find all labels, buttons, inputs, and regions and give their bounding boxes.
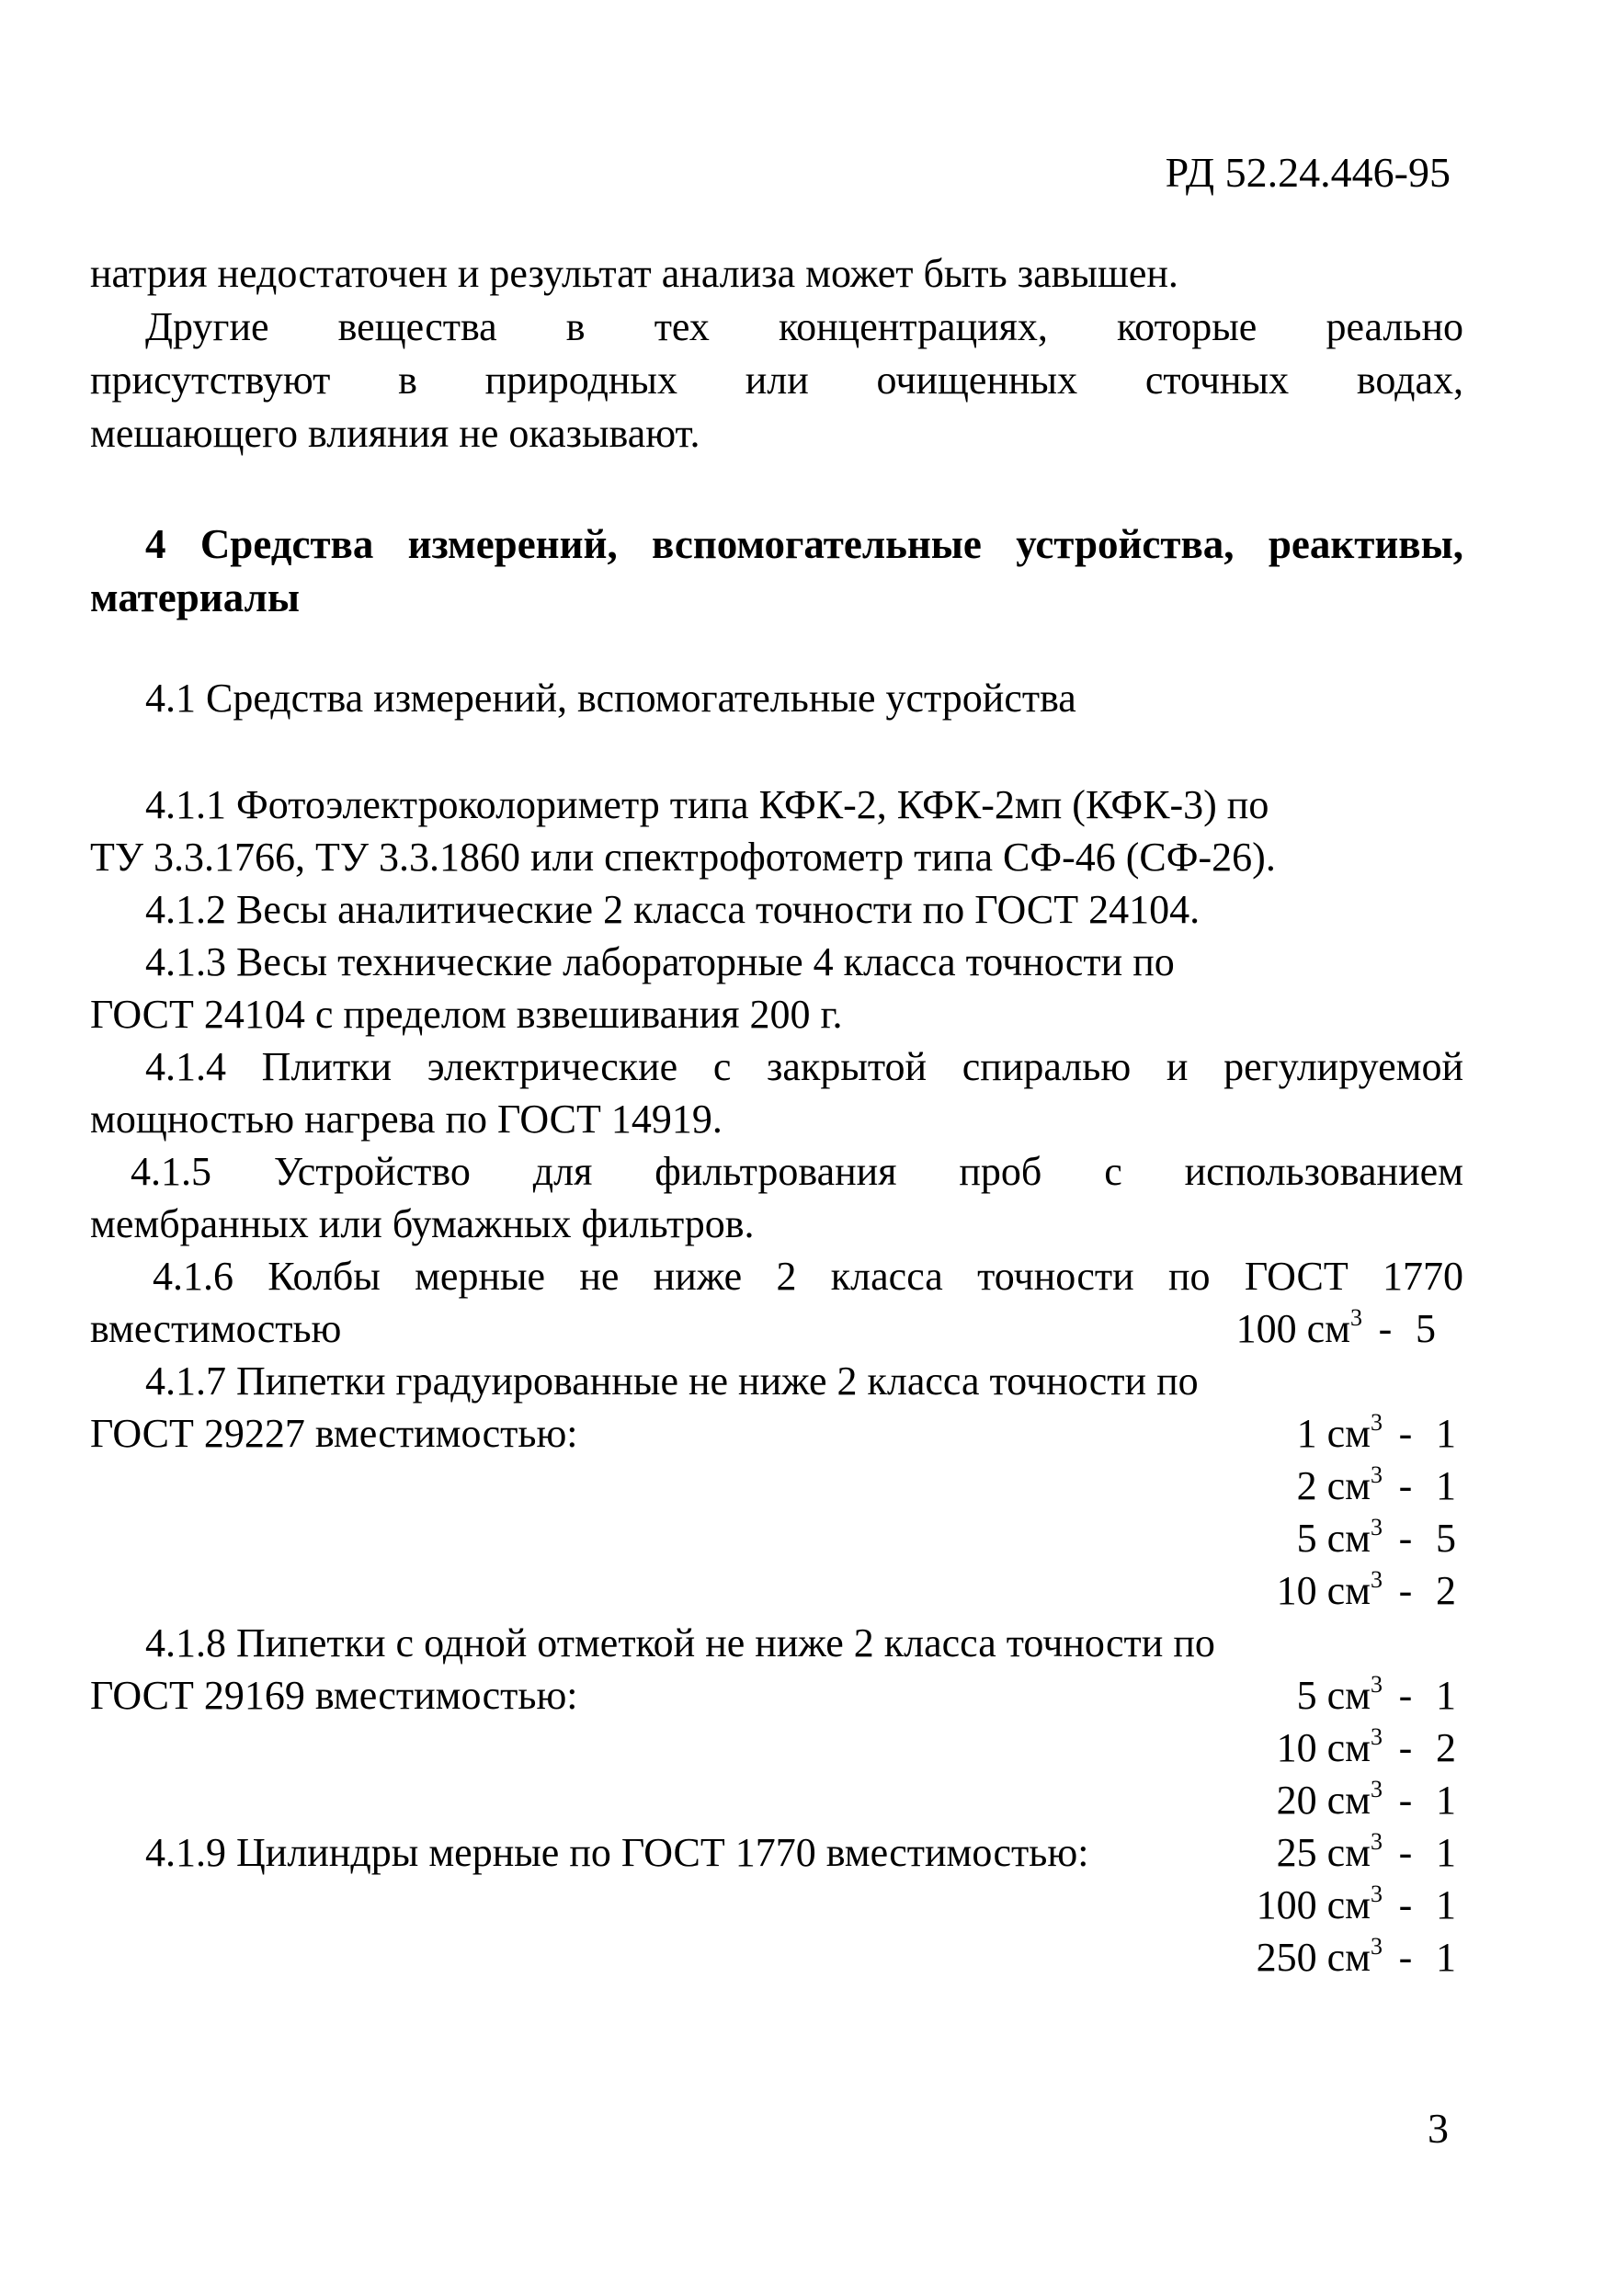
item-4-1-1-line-1: 4.1.1 Фотоэлектроколориметр типа КФК-2, КФК-2мп (КФК-3) по	[145, 782, 1269, 827]
item-4-1-4-line-1: 4.1.4 Плитки электрические с закрытой спиралью и регулируемой	[145, 1044, 1463, 1089]
quantity-value: 1	[1436, 1411, 1456, 1456]
unit-exponent: 3	[1350, 1304, 1362, 1331]
volume-value: 100	[1235, 1306, 1297, 1351]
volume-row	[90, 1934, 1463, 1986]
volume-entry	[1206, 1305, 1436, 1354]
item-4-1-6-line-2: вместимостью	[90, 1306, 342, 1351]
dash: -	[1398, 1882, 1413, 1927]
volume-unit: см	[1306, 1306, 1350, 1351]
volume-entry	[1226, 1777, 1456, 1825]
quantity-value: 5	[1416, 1306, 1436, 1351]
quantity-value: 2	[1436, 1725, 1456, 1770]
intro-line-1: натрия недостаточен и результат анализа может быть завышен.	[90, 251, 1178, 296]
unit-exponent: 3	[1371, 1566, 1383, 1593]
volume-value: 25	[1276, 1830, 1317, 1875]
volume-value: 5	[1296, 1673, 1317, 1718]
volume-value: 250	[1256, 1935, 1317, 1980]
dash: -	[1398, 1516, 1413, 1561]
dash: -	[1398, 1725, 1413, 1770]
item-4-1-7-line-1: 4.1.7 Пипетки градуированные не ниже 2 класса точности по	[145, 1358, 1199, 1404]
item-4-1-8-line-2: ГОСТ 29169 вместимостью:	[90, 1673, 578, 1718]
intro-paragraph	[90, 250, 1463, 463]
volume-entry	[1226, 1881, 1456, 1930]
unit-exponent: 3	[1371, 1933, 1383, 1960]
unit-exponent: 3	[1371, 1723, 1383, 1750]
section-4-heading-line-1: 4 Средства измерений, вспомогательные устройства, реактивы,	[145, 521, 1463, 567]
item-4-1-7-volume-row	[90, 1410, 1463, 1462]
volume-unit: см	[1326, 1568, 1371, 1613]
volume-value: 20	[1276, 1778, 1317, 1823]
dash: -	[1398, 1411, 1413, 1456]
subsection-4-1-line: 4.1 Средства измерений, вспомогательные устройства	[145, 676, 1076, 721]
volume-value: 2	[1296, 1463, 1317, 1508]
unit-exponent: 3	[1371, 1776, 1383, 1802]
volume-entry	[1226, 1829, 1456, 1878]
quantity-value: 1	[1436, 1463, 1456, 1508]
dash: -	[1398, 1673, 1413, 1718]
quantity-value: 5	[1436, 1516, 1456, 1561]
item-4-1-6-volume-row	[90, 1305, 1463, 1358]
items-list	[90, 781, 1463, 1986]
volume-unit: см	[1326, 1725, 1371, 1770]
dash: -	[1398, 1830, 1413, 1875]
quantity-value: 1	[1436, 1882, 1456, 1927]
intro-line-2: Другие вещества в тех концентрациях, которые реально	[145, 304, 1463, 349]
volume-entry	[1226, 1934, 1456, 1983]
item-4-1-9: 4.1.9 Цилиндры мерные по ГОСТ 1770 вместимостью:	[145, 1830, 1089, 1875]
intro-line-3: присутствуют в природных или очищенных сточных водах,	[90, 358, 1463, 403]
volume-row	[90, 1777, 1463, 1829]
volume-value: 1	[1296, 1411, 1317, 1456]
subsection-4-1-title	[90, 675, 1463, 723]
document-code: РД 52.24.446-95	[1165, 149, 1451, 196]
volume-value: 10	[1276, 1568, 1317, 1613]
volume-unit: см	[1326, 1516, 1371, 1561]
dash: -	[1378, 1306, 1393, 1351]
volume-unit: см	[1326, 1411, 1371, 1456]
unit-exponent: 3	[1371, 1409, 1383, 1436]
quantity-value: 1	[1436, 1778, 1456, 1823]
item-4-1-5-line-2: мембранных или бумажных фильтров.	[90, 1201, 755, 1246]
volume-unit: см	[1326, 1778, 1371, 1823]
volume-value: 100	[1256, 1882, 1317, 1927]
volume-row	[90, 1462, 1463, 1515]
volume-entry	[1226, 1462, 1456, 1511]
volume-unit: см	[1326, 1935, 1371, 1980]
item-4-1-4-line-2: мощностью нагрева по ГОСТ 14919.	[90, 1097, 723, 1142]
volume-unit: см	[1326, 1882, 1371, 1927]
section-4-heading-line-2: материалы	[90, 574, 300, 620]
volume-unit: см	[1326, 1463, 1371, 1508]
dash: -	[1398, 1568, 1413, 1613]
volume-entry	[1226, 1672, 1456, 1721]
volume-value: 5	[1296, 1516, 1317, 1561]
volume-unit: см	[1326, 1830, 1371, 1875]
unit-exponent: 3	[1371, 1671, 1383, 1698]
volume-row	[90, 1881, 1463, 1934]
quantity-value: 1	[1436, 1673, 1456, 1718]
quantity-value: 1	[1436, 1935, 1456, 1980]
item-4-1-8-line-1: 4.1.8 Пипетки с одной отметкой не ниже 2 класса точности по	[145, 1620, 1215, 1665]
quantity-value: 2	[1436, 1568, 1456, 1613]
intro-line-4: мешающего влияния не оказывают.	[90, 411, 700, 456]
dash: -	[1398, 1935, 1413, 1980]
volume-entry	[1226, 1724, 1456, 1773]
volume-entry	[1226, 1515, 1456, 1563]
quantity-value: 1	[1436, 1830, 1456, 1875]
section-4-heading	[90, 519, 1463, 626]
item-4-1-3-line-1: 4.1.3 Весы технические лабораторные 4 класса точности по	[145, 939, 1175, 984]
volume-row	[90, 1567, 1463, 1620]
dash: -	[1398, 1463, 1413, 1508]
unit-exponent: 3	[1371, 1828, 1383, 1855]
item-4-1-8-volume-row	[90, 1672, 1463, 1724]
item-4-1-9-volume-row	[90, 1829, 1463, 1881]
item-4-1-3-line-2: ГОСТ 24104 с пределом взвешивания 200 г.	[90, 992, 843, 1037]
volume-row	[90, 1724, 1463, 1777]
page-number: 3	[1428, 2105, 1449, 2152]
unit-exponent: 3	[1371, 1461, 1383, 1488]
volume-entry	[1226, 1410, 1456, 1459]
unit-exponent: 3	[1371, 1514, 1383, 1540]
item-4-1-1-line-2: ТУ 3.3.1766, ТУ 3.3.1860 или спектрофотометр типа СФ-46 (СФ-26).	[90, 835, 1276, 880]
unit-exponent: 3	[1371, 1881, 1383, 1907]
dash: -	[1398, 1778, 1413, 1823]
item-4-1-5-line-1: 4.1.5 Устройство для фильтрования проб с использованием	[131, 1149, 1463, 1194]
item-4-1-7-line-2: ГОСТ 29227 вместимостью:	[90, 1411, 578, 1456]
item-4-1-2: 4.1.2 Весы аналитические 2 класса точности по ГОСТ 24104.	[145, 887, 1201, 932]
volume-row	[90, 1515, 1463, 1567]
item-4-1-6-line-1: 4.1.6 Колбы мерные не ниже 2 класса точности по ГОСТ 1770	[153, 1254, 1463, 1299]
volume-entry	[1226, 1567, 1456, 1616]
volume-value: 10	[1276, 1725, 1317, 1770]
volume-unit: см	[1326, 1673, 1371, 1718]
